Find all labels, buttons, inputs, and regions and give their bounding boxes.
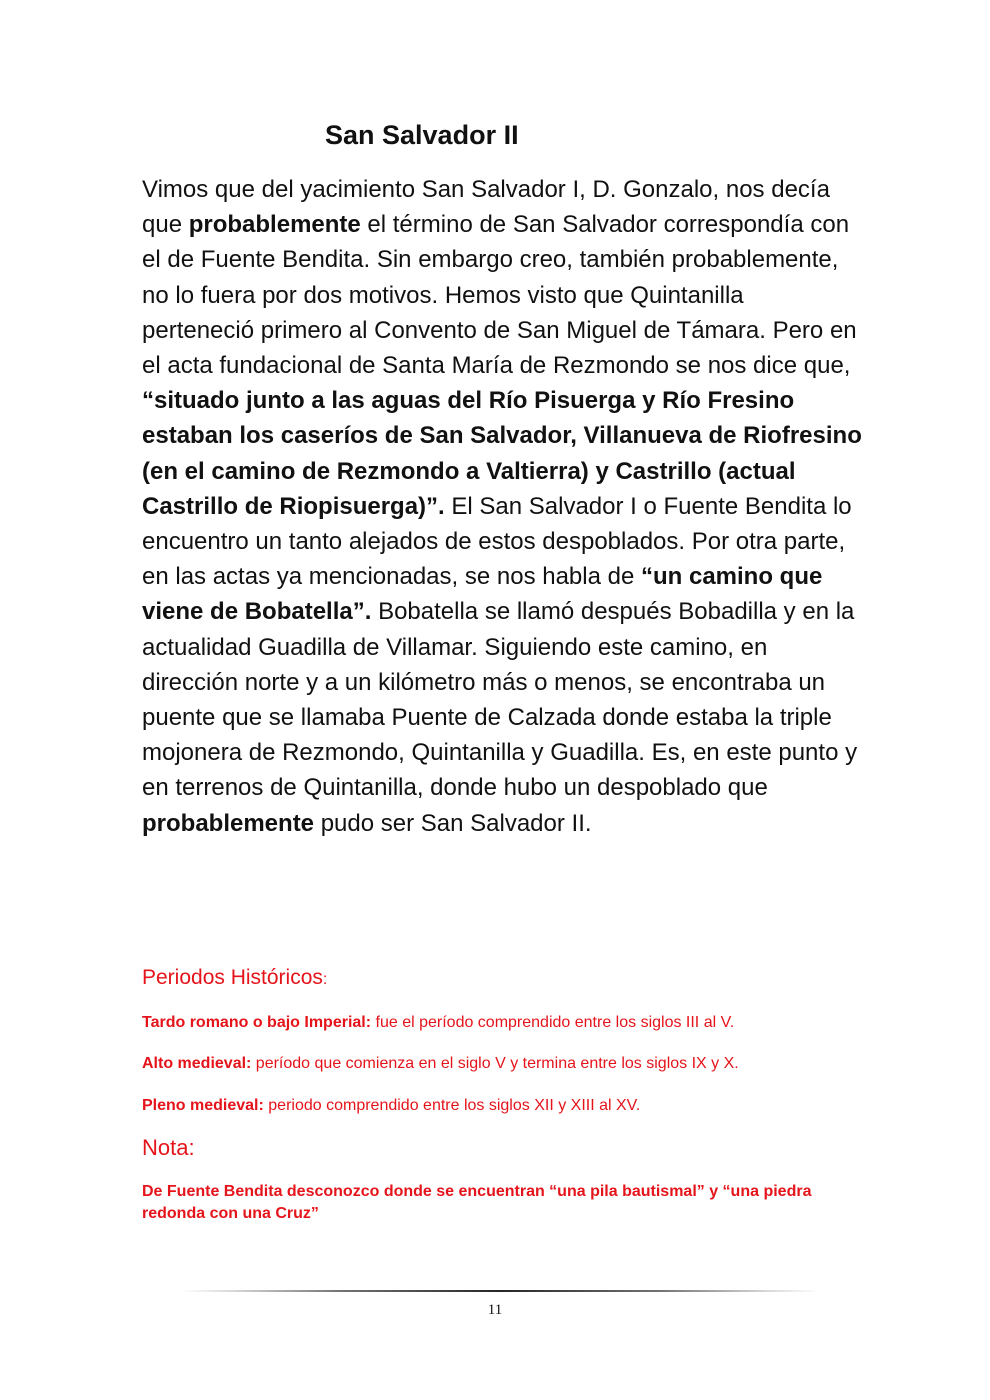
period-term: Tardo romano o bajo Imperial: — [142, 1014, 372, 1031]
period-term: Pleno medieval: — [142, 1097, 264, 1114]
period-item-alto-medieval — [142, 1053, 739, 1075]
body-text-segment: El San Salvador I o Fuente Bendita lo encuentro un tanto alejados de estos despoblados. Por otra parte, en las actas ya mencionadas, se nos habla de — [142, 492, 852, 591]
body-text-segment: el término de San Salvador correspondía con el de Fuente Bendita. Sin embargo creo, también probablemente, no lo fuera por dos motivos. Hemos visto que Quintanilla perteneció primero al Convento de San Miguel de Támara. Pero en el acta fundacional de Santa María de Rezmondo se nos dice que, — [142, 211, 857, 380]
body-paragraph — [142, 172, 862, 841]
nota-heading: Nota: — [142, 1135, 195, 1160]
period-term: Alto medieval: — [142, 1055, 252, 1072]
footer-divider — [180, 1290, 820, 1292]
page-title: San Salvador II — [325, 120, 519, 150]
body-text-segment: Vimos que del yacimiento San Salvador I, D. Gonzalo, nos decía que — [142, 176, 830, 239]
periods-heading — [142, 964, 327, 994]
periods-heading-text: Periodos Históricos — [142, 966, 323, 989]
period-description: periodo comprendido entre los siglos XII y XIII al XV. — [263, 1097, 641, 1114]
body-bold-quote: “situado junto a las aguas del Río Pisuerga y Río Fresino estaban los caseríos de San Salvador, Villanueva de Riofresino (en el camino de Rezmondo a Valtierra) y Castrillo (actual Castrillo de Riopisuerga)”. — [142, 387, 862, 520]
nota-text: De Fuente Bendita desconozco donde se encuentran “una pila bautismal” y “una piedra redonda con una Cruz” — [142, 1183, 812, 1222]
periods-heading-colon: : — [322, 971, 328, 988]
period-item-tardo-romano — [142, 1012, 734, 1034]
page-number: 11 — [487, 1302, 503, 1318]
body-bold-segment: probablemente — [188, 211, 361, 239]
period-item-pleno-medieval — [142, 1095, 640, 1117]
body-text-segment: Bobatella se llamó después Bobadilla y en la actualidad Guadilla de Villamar. Siguiendo este camino, en dirección norte y a un kilómetro más o menos, se encontraba un puente que se llamaba Puente de Calzada donde estaba la triple mojonera de Rezmondo, Quintanilla y Guadilla. Es, en este punto y en terrenos de Quintanilla, donde hubo un despoblado que — [142, 598, 858, 802]
body-bold-quote: “un camino que viene de Bobatella”. — [142, 563, 823, 626]
period-description: fue el período comprendido entre los siglos III al V. — [371, 1014, 735, 1031]
period-description: período que comienza en el siglo V y termina entre los siglos IX y X. — [251, 1055, 739, 1072]
body-bold-segment: probablemente — [142, 809, 315, 837]
body-text-segment: pudo ser San Salvador II. — [314, 809, 592, 837]
